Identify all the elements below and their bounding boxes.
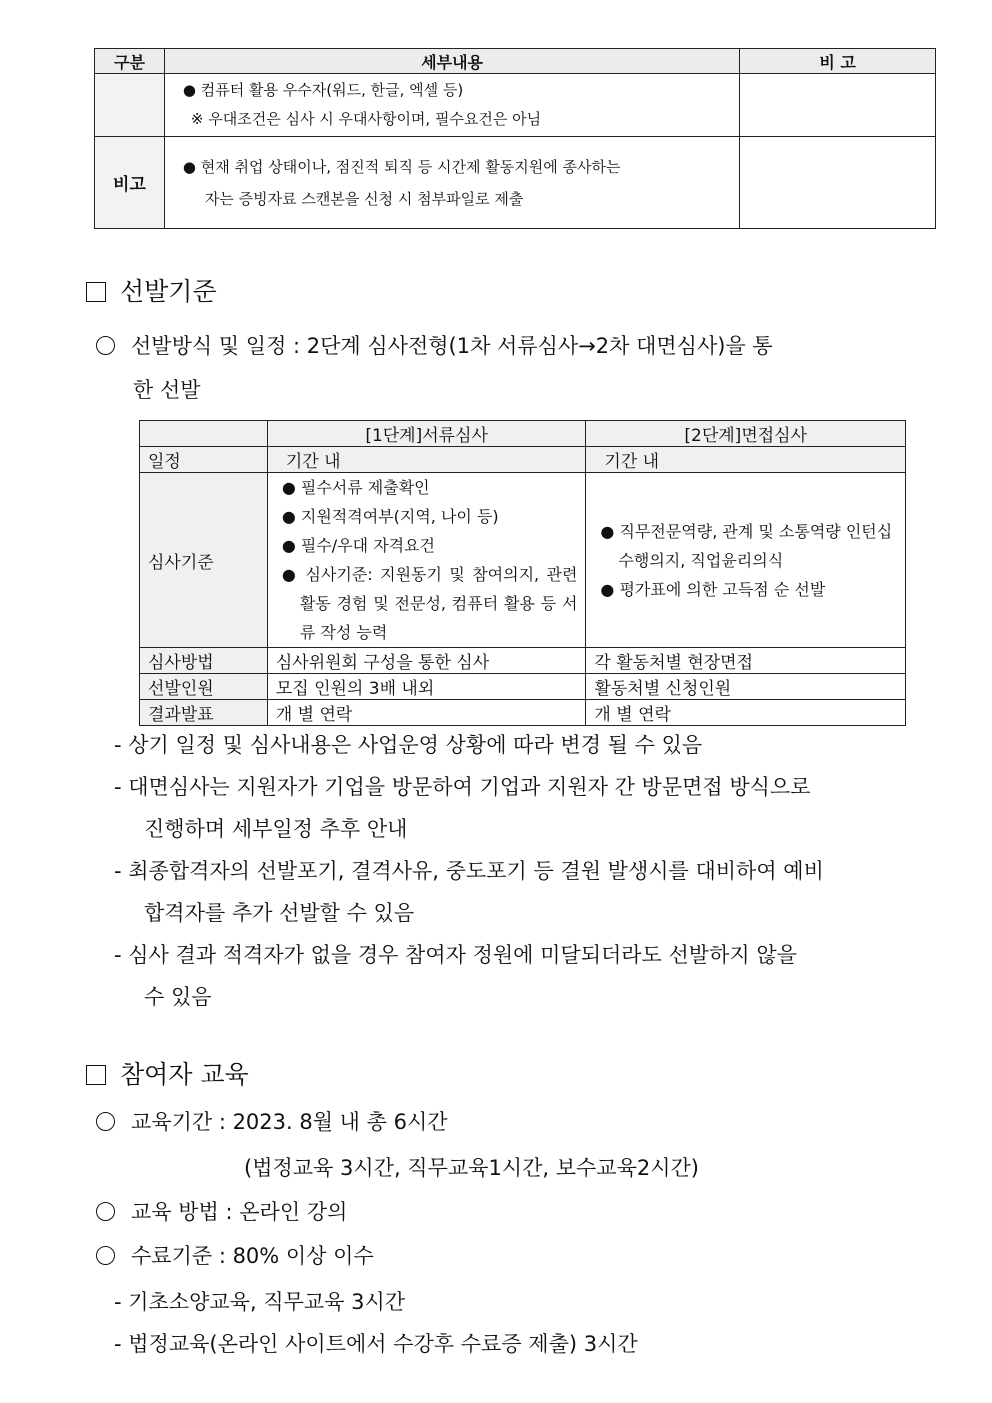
header-category: 구분 [95, 49, 165, 74]
criteria-stage1-item: 필수서류 제출확인 [300, 478, 430, 497]
header-empty [140, 421, 268, 447]
criteria-stage1-item: 심사기준: 지원동기 및 참여의지, 관련 활동 경험 및 전문성, 컴퓨터 활용 등 서류 작성 능력 [299, 565, 578, 642]
selection-method-line1: 선발방식 및 일정 : 2단계 심사전형(1차 서류심사→2차 대면심사)을 통 [131, 334, 773, 358]
completion-criteria [96, 1240, 374, 1270]
selection-method [96, 324, 916, 412]
note-item [114, 724, 914, 766]
table-row [140, 447, 906, 473]
criteria-stage1-item: 지원적격여부(지역, 나이 등) [300, 507, 499, 526]
selection-method-line2: 한 선발 [133, 378, 201, 402]
selection-process-table [139, 420, 906, 726]
note-item [114, 766, 914, 850]
row2-detail: ● 현재 취업 상태이나, 점진적 퇴직 등 시간제 활동지원에 종사하는 자는 증빙자료 스캔본을 신청 시 첨부파일로 제출 [164, 137, 739, 229]
count-stage1: 모집 인원의 3배 내외 [267, 674, 586, 700]
table-row [140, 674, 906, 700]
completion-criteria-text: 수료기준 : 80% 이상 이수 [131, 1244, 374, 1268]
education-method-text: 교육 방법 : 온라인 강의 [131, 1200, 348, 1224]
row1-remark [740, 74, 936, 137]
education-period [96, 1106, 448, 1136]
result-label: 결과발표 [140, 700, 268, 726]
table-header-row [140, 421, 906, 447]
method-stage2: 각 활동처별 현장면접 [586, 648, 906, 674]
table-row [140, 648, 906, 674]
row1-detail: ● 컴퓨터 활용 우수자(워드, 한글, 엑셀 등) ※ 우대조건은 심사 시 우대사항이며, 필수요건은 아님 [164, 74, 739, 137]
section-participant-education [86, 1055, 249, 1091]
circle-bullet-icon [96, 1202, 115, 1221]
table-row [140, 473, 906, 648]
section1-title: 선발기준 [120, 277, 217, 306]
table-header-row [95, 49, 936, 74]
education-period-detail: (법정교육 3시간, 직무교육1시간, 보수교육2시간) [244, 1156, 699, 1180]
note-line: - 대면심사는 지원자가 기업을 방문하여 기업과 지원자 간 방문면접 방식으로 [114, 775, 811, 799]
criteria-label: 심사기준 [140, 473, 268, 648]
criteria-stage1: ● 필수서류 제출확인 ● 지원적격여부(지역, 나이 등) ● 필수/우대 자격요건 ● 심사기준: 지원동기 및 참여의지, 관련 활동 경험 및 전문성, 컴퓨터 활용 등 서류 작성 능력 [267, 473, 586, 648]
square-bullet-icon [86, 282, 106, 302]
note-line: - 심사 결과 적격자가 없을 경우 참여자 정원에 미달되더라도 선발하지 않을 [114, 943, 797, 967]
circle-bullet-icon [96, 336, 115, 355]
result-stage1: 개 별 연락 [267, 700, 586, 726]
criteria-stage1-item: 필수/우대 자격요건 [300, 536, 436, 555]
row2-bullet-line2: 자는 증빙자료 스캔본을 신청 시 첨부파일로 제출 [204, 189, 524, 208]
schedule-stage1: 기간 내 [267, 447, 586, 473]
count-stage2: 활동처별 신청인원 [586, 674, 906, 700]
square-bullet-icon [86, 1065, 106, 1085]
note-item [114, 934, 914, 1018]
schedule-label: 일정 [140, 447, 268, 473]
note-item [114, 850, 914, 934]
method-stage1: 심사위원회 구성을 통한 심사 [267, 648, 586, 674]
circle-bullet-icon [96, 1246, 115, 1265]
circle-bullet-icon [96, 1112, 115, 1131]
section-selection-criteria [86, 272, 217, 308]
section2-title: 참여자 교육 [120, 1060, 249, 1089]
count-label: 선발인원 [140, 674, 268, 700]
schedule-stage2: 기간 내 [586, 447, 906, 473]
note-line: 진행하며 세부일정 추후 안내 [144, 817, 408, 841]
table-row [95, 74, 936, 137]
header-remark: 비 고 [740, 49, 936, 74]
row2-remark [740, 137, 936, 229]
row1-bullet: 컴퓨터 활용 우수자(워드, 한글, 엑셀 등) [200, 81, 464, 99]
eligibility-table [94, 48, 936, 229]
education-period-text: 교육기간 : 2023. 8월 내 총 6시간 [131, 1110, 448, 1134]
result-stage2: 개 별 연락 [586, 700, 906, 726]
header-stage2: [2단계]면접심사 [586, 421, 906, 447]
table-row [140, 700, 906, 726]
criteria-stage2-item: 평가표에 의한 고득점 순 선발 [619, 579, 826, 599]
row1-category [95, 74, 165, 137]
method-label: 심사방법 [140, 648, 268, 674]
completion-sub-item: - 법정교육(온라인 사이트에서 수강후 수료증 제출) 3시간 [114, 1332, 638, 1356]
header-stage1: [1단계]서류심사 [267, 421, 586, 447]
header-detail: 세부내용 [164, 49, 739, 74]
education-method [96, 1196, 347, 1226]
note-line: 수 있음 [144, 985, 212, 1009]
row2-category: 비고 [95, 137, 165, 229]
completion-sub-item: - 기초소양교육, 직무교육 3시간 [114, 1290, 406, 1314]
criteria-stage2: ● 직무전문역량, 관계 및 소통역량 인턴십 수행의지, 직업윤리의식 ● 평가표에 의한 고득점 순 선발 [586, 473, 906, 648]
note-line: - 최종합격자의 선발포기, 결격사유, 중도포기 등 결원 발생시를 대비하여 예비 [114, 859, 824, 883]
note-line: - 상기 일정 및 심사내용은 사업운영 상황에 따라 변경 될 수 있음 [114, 733, 703, 757]
criteria-stage2-item: 직무전문역량, 관계 및 소통역량 인턴십 수행의지, 직업윤리의식 [618, 521, 893, 570]
table-row [95, 137, 936, 229]
row2-bullet-line1: 현재 취업 상태이나, 점진적 퇴직 등 시간제 활동지원에 종사하는 [200, 157, 621, 176]
note-line: 합격자를 추가 선발할 수 있음 [144, 901, 415, 925]
row1-note: ※ 우대조건은 심사 시 우대사항이며, 필수요건은 아님 [190, 110, 542, 128]
